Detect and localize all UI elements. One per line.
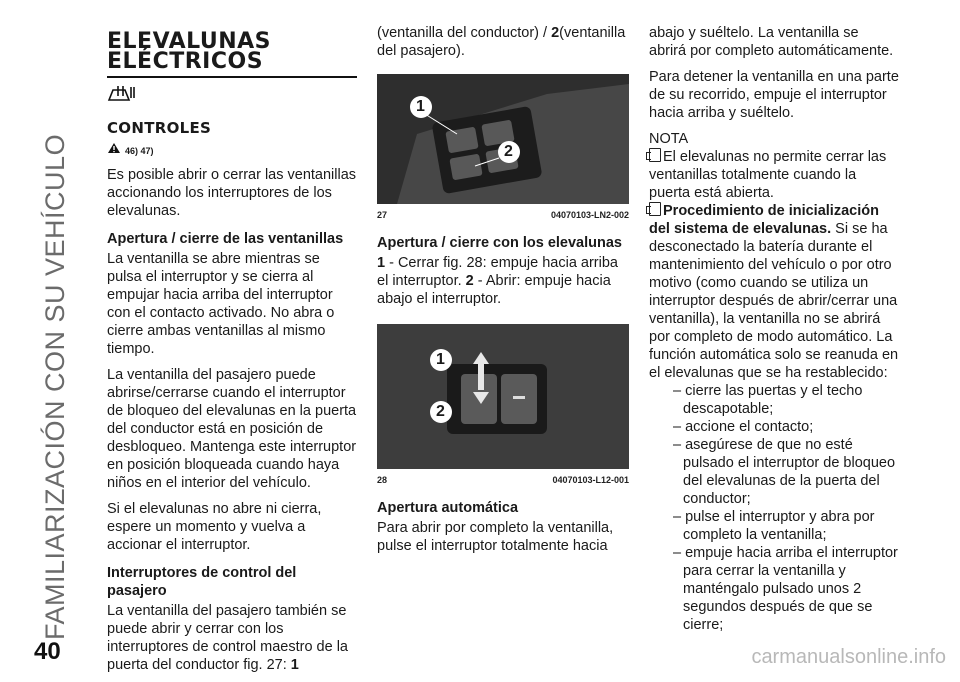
window-switch-closeup-image xyxy=(377,324,629,469)
paragraph: Es posible abrir o cerrar las ventanillas accionando los interruptores de los elevalunas. xyxy=(107,167,357,219)
list-item: – accione el contacto; xyxy=(673,419,814,435)
manual-icon xyxy=(649,202,661,216)
page-number: 40 xyxy=(34,638,61,665)
text: - Cerrar fig. 28: empuje hacia arriba el interruptor. xyxy=(377,255,618,289)
steps-list xyxy=(649,382,899,634)
list-item: – cierre las puertas y el techo descapotable; xyxy=(673,383,863,417)
figure-28-image xyxy=(377,324,629,469)
note-references: 46) 47) xyxy=(125,146,154,156)
column-2 xyxy=(377,24,629,563)
paragraph xyxy=(107,602,357,674)
manual-icon xyxy=(649,148,661,162)
list-item: – pulse el interruptor y abra por completo la ventanilla; xyxy=(673,509,875,543)
paragraph xyxy=(377,254,629,308)
warning-icon xyxy=(107,141,121,159)
chapter-side-title: FAMILIARIZACIÓN CON SU VEHÍCULO xyxy=(40,133,70,640)
paragraph: Si el elevalunas no abre ni cierra, espere un momento y vuelva a accionar el interruptor. xyxy=(107,501,322,553)
text: (ventanilla del pasajero). xyxy=(377,25,626,59)
paragraph: abajo y suéltelo. La ventanilla se abrirá por completo automáticamente. xyxy=(649,25,894,59)
figure-number: 28 xyxy=(377,475,388,485)
paragraph: Para detener la ventanilla en una parte de su recorrido, empuje el interruptor hacia arriba y suéltelo. xyxy=(649,69,899,121)
text: - Abrir: empuje hacia abajo el interruptor. xyxy=(377,273,611,307)
paragraph: Para abrir por completo la ventanilla, pulse el interruptor totalmente hacia xyxy=(377,520,614,554)
note-label: NOTA xyxy=(649,131,689,147)
window-lift-icon xyxy=(107,84,357,107)
column-3 xyxy=(649,24,899,634)
figure-callout-2: 2 xyxy=(504,143,513,160)
note xyxy=(649,148,899,202)
column-1 xyxy=(107,28,357,682)
figure-27-image xyxy=(377,74,629,204)
window-switch-panel-image xyxy=(377,74,629,204)
bold-number: 2 xyxy=(465,273,474,289)
heading: Apertura / cierre de las ventanillas xyxy=(107,231,344,247)
figure-number: 27 xyxy=(377,210,388,220)
figure-28-caption xyxy=(377,471,629,489)
watermark: carmanualsonline.info xyxy=(751,646,946,668)
subsection-title: CONTROLES xyxy=(107,119,212,137)
paragraph xyxy=(377,24,629,60)
procedure-title: Procedimiento de inicialización del sistema de elevalunas. xyxy=(649,203,879,237)
bold-number: 2 xyxy=(551,25,560,41)
bold-number: 1 xyxy=(290,657,299,673)
figure-callout-2: 2 xyxy=(436,403,445,420)
warning-refs xyxy=(107,141,357,160)
paragraph: La ventanilla del pasajero puede abrirse/cerrarse cuando el interruptor de bloqueo del elevalunas en la puerta del conductor está en posición de desbloqueo. Mantenga este interruptor en posición bloqueada cuando haya niños en el interior del vehículo. xyxy=(107,367,357,491)
title-line-2: ELÉCTRICOS xyxy=(107,49,264,74)
paragraph: La ventanilla se abre mientras se pulsa el interruptor y se cierra al empujar hacia arriba del interruptor con el contacto activado. No abra o cierre ambas ventanillas al mismo tiempo. xyxy=(107,251,335,357)
heading: Apertura / cierre con los elevalunas xyxy=(377,235,622,251)
section-title xyxy=(107,29,357,74)
text: (ventanilla del conductor) / xyxy=(377,25,552,41)
list-item: – asegúrese de que no esté pulsado el interruptor de bloqueo del elevalunas de la puerta del conductor; xyxy=(673,437,896,507)
procedure-text: Si se ha desconectado la batería durante el mantenimiento del vehículo o por otro motivo (como cuando se utiliza un interruptor después de abrir/cerrar una ventanilla), la ventanilla no se abrirá por completo de modo automático. La función automática solo se reanuda en el elevalunas que se ha restablecido: xyxy=(649,221,899,381)
title-rule xyxy=(107,76,357,78)
figure-code: 04070103-L12-001 xyxy=(552,475,629,485)
figure-callout-1: 1 xyxy=(436,351,445,368)
figure-callout-1: 1 xyxy=(416,98,425,115)
bold-number: 1 xyxy=(377,255,386,271)
procedure xyxy=(649,202,899,382)
title-line-1: ELEVALUNAS xyxy=(107,29,272,54)
paragraph-text: La ventanilla del pasajero también se puede abrir y cerrar con los interruptores de control maestro de la puerta del conductor fig. 27: xyxy=(107,603,348,673)
list-item: – empuje hacia arriba el interruptor para cerrar la ventanilla y manténgalo pulsado unos 2 segundos después de que se cierre; xyxy=(673,545,898,633)
note-text: El elevalunas no permite cerrar las ventanillas totalmente cuando la puerta está abierta. xyxy=(649,149,887,201)
figure-27-caption xyxy=(377,206,629,224)
heading: Interruptores de control del pasajero xyxy=(107,565,297,599)
figure-code: 04070103-LN2-002 xyxy=(550,210,629,220)
heading: Apertura automática xyxy=(377,500,519,516)
